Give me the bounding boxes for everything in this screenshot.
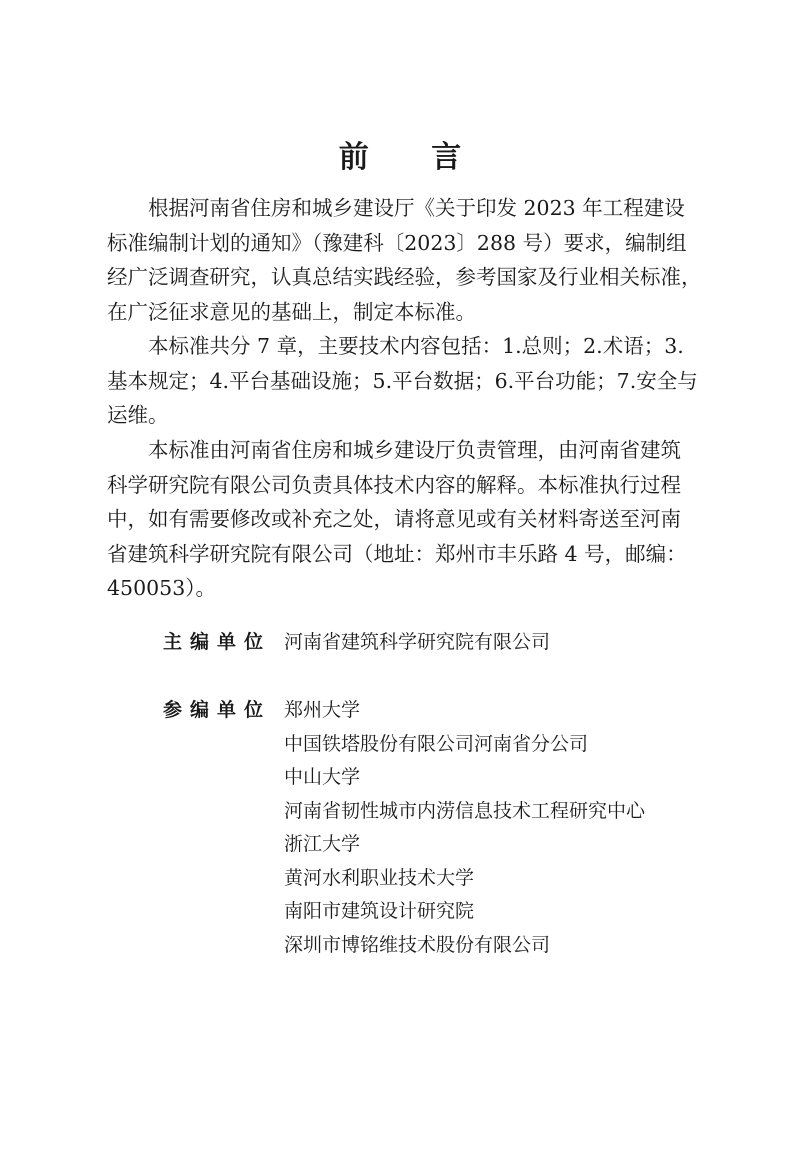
text-line: 标准编制计划的通知》（豫建科〔2023〕288 号）要求，编制组 [107, 230, 687, 255]
text-line: 基本规定；4.平台基础设施；5.平台数据；6.平台功能；7.安全与 [107, 368, 698, 393]
chief-editor-label: 主编单位 [163, 631, 272, 653]
text-line: 省建筑科学研究院有限公司（地址：郑州市丰乐路 4 号，邮编： [107, 541, 687, 566]
text-line: 本标准由河南省住房和城乡建设厅负责管理，由河南省建筑 [148, 438, 681, 462]
participating-unit: 中国铁塔股份有限公司河南省分公司 [284, 732, 589, 755]
chief-editor-section [163, 626, 723, 660]
participating-unit: 南阳市建筑设计研究院 [284, 900, 475, 922]
paragraph-2 [107, 329, 707, 433]
participating-unit: 中山大学 [284, 766, 361, 788]
text-line: 本标准共分 7 章，主要技术内容包括：1.总则；2.术语；3. [148, 334, 684, 358]
participating-units-section [163, 694, 723, 962]
paragraph-3 [107, 433, 707, 606]
participating-unit: 河南省韧性城市内涝信息技术工程研究中心 [284, 799, 646, 822]
chief-editor-unit: 河南省建筑科学研究院有限公司 [284, 631, 551, 653]
text-line: 根据河南省住房和城乡建设厅《关于印发 2023 年工程建设 [148, 196, 685, 220]
participating-unit: 深圳市博铭维技术股份有限公司 [284, 933, 551, 956]
page-title: 前 言 [338, 140, 488, 175]
text-line: 运维。 [107, 403, 169, 427]
text-line: 科学研究院有限公司负责具体技术内容的解释。本标准执行过程 [107, 472, 681, 497]
participating-unit: 郑州大学 [284, 699, 361, 721]
paragraph-1 [107, 191, 707, 329]
text-line: 中，如有需要修改或补充之处，请将意见或有关材料寄送至河南 [107, 507, 681, 531]
participating-label: 参编单位 [163, 699, 272, 721]
text-line: 在广泛征求意见的基础上，制定本标准。 [107, 299, 476, 324]
participating-unit: 黄河水利职业技术大学 [284, 866, 475, 889]
participating-unit: 浙江大学 [284, 833, 361, 855]
text-line: 450053）。 [107, 576, 217, 600]
text-line: 经广泛调查研究，认真总结实践经验，参考国家及行业相关标准， [107, 265, 702, 289]
